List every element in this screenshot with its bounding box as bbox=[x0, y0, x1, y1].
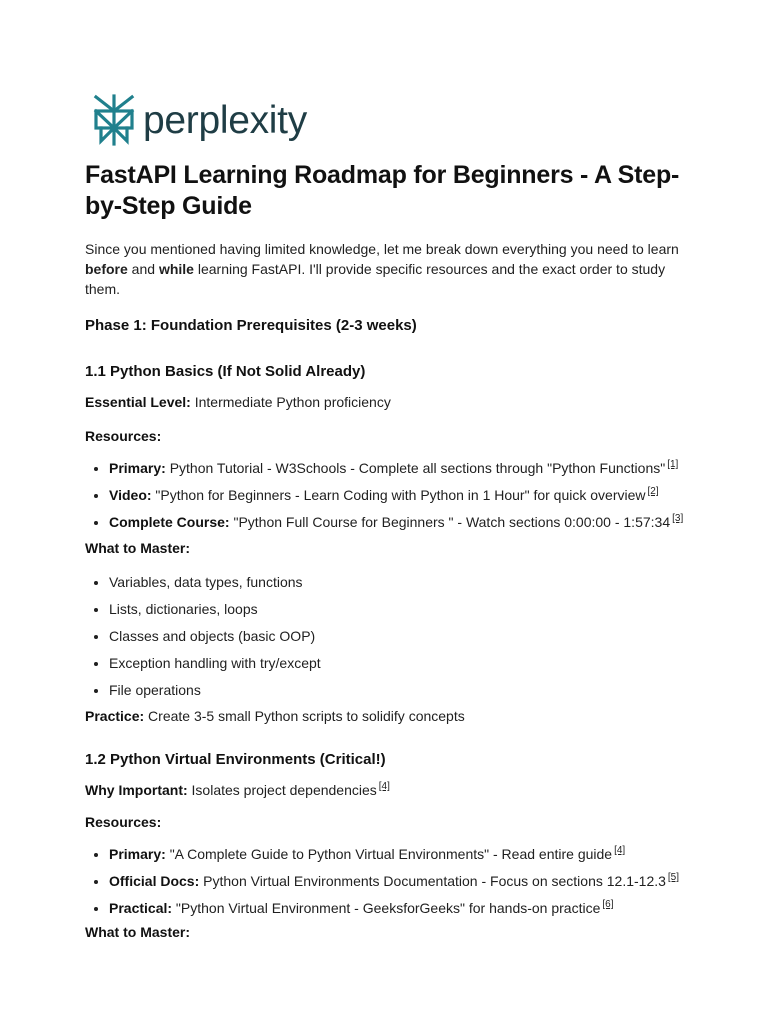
intro-paragraph bbox=[85, 239, 685, 299]
list-item: • Exception handling with try/except bbox=[109, 653, 685, 673]
practice-text: Create 3-5 small Python scripts to solidify concepts bbox=[144, 708, 465, 724]
intro-bold-before: before bbox=[85, 261, 128, 277]
what-to-master-label bbox=[85, 922, 685, 942]
why-important bbox=[85, 780, 685, 800]
resources-label-text: Resources: bbox=[85, 814, 162, 830]
master-list bbox=[85, 572, 685, 700]
what-to-master-text: What to Master: bbox=[85, 924, 190, 940]
intro-bold-while: while bbox=[158, 261, 194, 277]
why-important-text: Isolates project dependencies bbox=[187, 782, 377, 798]
resource-text: Python Tutorial - W3Schools - Complete all sections through "Python Functions" bbox=[165, 460, 666, 476]
citation-link[interactable]: [2] bbox=[647, 486, 659, 498]
section-1-2-heading: 1.2 Python Virtual Environments (Critical!) bbox=[85, 751, 386, 768]
citation-link[interactable]: [4] bbox=[614, 845, 626, 857]
citation-link[interactable]: [1] bbox=[667, 459, 679, 471]
resource-label: Practical: bbox=[109, 900, 173, 916]
list-item bbox=[109, 898, 685, 918]
perplexity-logo bbox=[93, 94, 307, 146]
resource-label: Video: bbox=[109, 487, 152, 503]
what-to-master-text: What to Master: bbox=[85, 540, 190, 556]
resource-text: "Python for Beginners - Learn Coding with Python in 1 Hour" for quick overview bbox=[151, 487, 646, 503]
essential-level-text: Intermediate Python proficiency bbox=[190, 394, 391, 410]
intro-text: Since you mentioned having limited knowledge, let me break down everything you need to learn bbox=[85, 241, 679, 257]
resource-text: Python Virtual Environments Documentation - Focus on sections 12.1-12.3 bbox=[199, 873, 666, 889]
document-content bbox=[85, 160, 685, 942]
resource-label: Complete Course: bbox=[109, 514, 230, 530]
resource-label: Official Docs: bbox=[109, 873, 200, 889]
why-important-label: Why Important: bbox=[85, 782, 188, 798]
essential-level-label: Essential Level: bbox=[85, 394, 191, 410]
resource-text: "Python Virtual Environment - GeeksforGeeks" for hands-on practice bbox=[172, 900, 601, 916]
list-item bbox=[109, 871, 685, 891]
venv-resources-list bbox=[85, 844, 685, 918]
page-title: FastAPI Learning Roadmap for Beginners - A Step-by-Step Guide bbox=[85, 161, 680, 220]
what-to-master-label bbox=[85, 538, 685, 558]
list-item: • Lists, dictionaries, loops bbox=[109, 599, 685, 619]
resource-label: Primary: bbox=[109, 846, 166, 862]
resource-text: "A Complete Guide to Python Virtual Environments" - Read entire guide bbox=[165, 846, 613, 862]
list-item: • File operations bbox=[109, 680, 685, 700]
citation-link[interactable]: [5] bbox=[667, 872, 680, 884]
essential-level bbox=[85, 392, 685, 412]
practice-label: Practice: bbox=[85, 708, 145, 724]
phase1-heading: Phase 1: Foundation Prerequisites (2-3 weeks) bbox=[85, 317, 417, 334]
list-item bbox=[109, 844, 685, 864]
intro-text: learning FastAPI. I'll provide specific resources and the exact order to study them. bbox=[85, 261, 666, 297]
resource-label: Primary: bbox=[109, 460, 166, 476]
resources-label bbox=[85, 812, 685, 832]
list-item bbox=[109, 485, 685, 505]
citation-link[interactable]: [4] bbox=[378, 781, 390, 793]
list-item bbox=[109, 512, 685, 532]
section-1-1-heading: 1.1 Python Basics (If Not Solid Already) bbox=[85, 363, 366, 380]
list-item: • Classes and objects (basic OOP) bbox=[109, 626, 685, 646]
list-item bbox=[109, 458, 685, 478]
practice-note bbox=[85, 706, 685, 726]
resources-label-text: Resources: bbox=[85, 428, 162, 444]
intro-text: and bbox=[127, 261, 159, 277]
resource-text: "Python Full Course for Beginners " - Watch sections 0:00:00 - 1:57:34 bbox=[229, 514, 671, 530]
perplexity-logo-icon bbox=[93, 94, 135, 146]
list-item: • Variables, data types, functions bbox=[109, 572, 685, 592]
resources-label bbox=[85, 426, 685, 446]
citation-link[interactable]: [6] bbox=[602, 899, 614, 911]
citation-link[interactable]: [3] bbox=[672, 513, 684, 525]
logo-wordmark: perplexity bbox=[143, 98, 307, 142]
python-resources-list bbox=[85, 458, 685, 532]
